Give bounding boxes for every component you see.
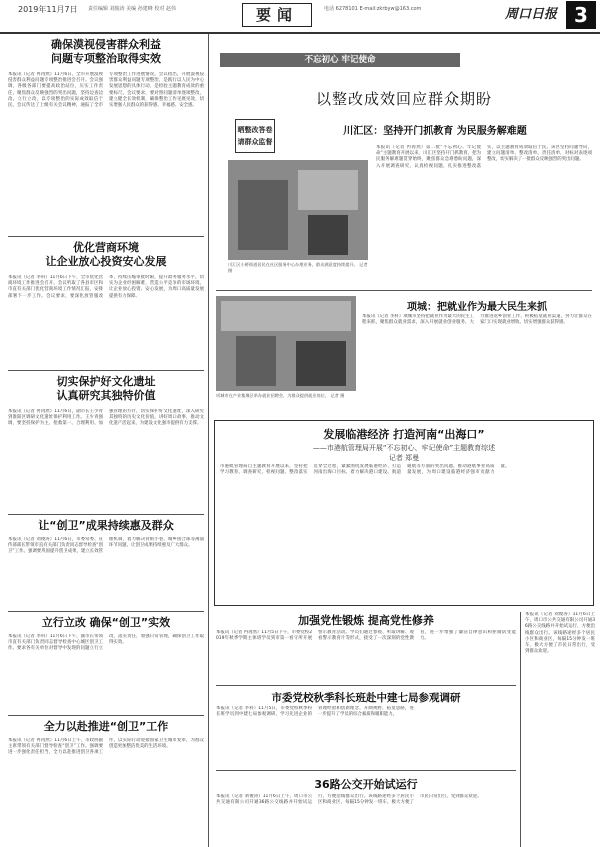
photo-caption: 项城市在产业集聚区举办就业招聘会，为群众提供就业岗位。 记者 摄 [216,393,345,398]
story-headline: 市委党校秋季科长班赴中建七局参观调研 [271,692,461,704]
article-body: 本报讯（记者 冉再然）11月6日，全市开展漠视侵害群众利益问题专项整治推进会召开。会议强调，各级各部门要提高政治站位，压实工作责任，聚焦群众反映强烈的突出问题，坚持边查边改、立行立改，以专项整治的实际成效取信于民。会议传达了上级有关会议精神，通报了全市专项整治工作进展情况。会议指出，开展漠视侵害群众利益问题专项整治，是践行以人民为中心发展思想的具体行动，是检验主题教育成效的重要标尺。会议要求，要对照问题清单逐项整改，建立健全长效机制，确保整治工作见底见效，切实增强人民群众的获得感、幸福感、安全感。 [8,72,204,109]
column-filler: 本报讯（记者 刘俊涛）11月6日上午，周口市公共交通有限公司开通36路公交线路并开始试运行，方便沿线群众出行。该线路途经多个居民小区和商业区，每隔15分钟发一班车，极大方便了市民日常出行，受到群众欢迎。 [525,612,595,655]
editor-credits: 责任编辑 刘俊涛 美编 孙建峰 校对 赵伟 [88,6,176,12]
story-headline: 项城：把就业作为最大民生来抓 [407,302,547,313]
section-banner: 不忘初心 牢记使命 [220,53,460,67]
article-headline: 立行立改 确保“创卫”实效 [41,616,171,629]
story-divider [216,770,516,771]
article-headline: 切实保护好文化遗址 认真研究其独特价值 [56,375,156,402]
story-body: 本报讯（记者 李科）11月5日，市委党校秋季科长班学员到中建七局参观调研，学习先进企业的管理经验和创新理念，开阔视野，拓宽思路，进一步提升了学员的综合素质和履职能力。 [216,706,414,718]
column-divider [520,612,521,847]
masthead [0,0,600,34]
photo [216,296,356,391]
section-name: 要闻 [242,3,312,27]
article-headline: 确保漠视侵害群众利益 问题专项整治取得实效 [51,38,161,65]
article-divider [8,611,204,612]
story-body: 市港航管理局自主题教育开展以来，坚持把学习教育、调查研究、检视问题、整改落实贯穿全过程，紧紧围绕发展临港经济、打造河南出海口目标，着力解决港口建设、航道通航等方面的突出问题，推动港航事业高质量发展，为周口建设临港经济强市贡献力量。 [220,464,510,476]
label-box: 晒整改答卷 请群众监督 [235,119,275,153]
story-headline: 发展临港经济 打造河南“出海口” [323,428,485,441]
article-body: 本报讯（记者 冉再然）11月6日上午，市政协副主席带领有关部门督导检查“创卫”工作。强调要进一步强化责任担当，全力以赴推进创卫各项工作，以实际行动迎接国家卫生城市复审，为群众创造更加整洁优美的生活环境。 [8,738,204,756]
story-subhead: ——市港航管理局开展“不忘初心、牢记使命”主题教育综述 [312,444,496,452]
issue-date: 2019年11月7日 [18,5,78,14]
story-byline: 记者 郑曼 [388,454,420,462]
story-body: 本报讯（记者 刘俊涛）11月6日上午，周口市公共交通有限公司开通36路公交线路并开始试运行，方便沿线群众出行。该线路途经多个居民小区和商业区，每隔15分钟发一班车，极大方便了市民日常出行，受到群众欢迎。 [216,794,482,806]
article-headline: 优化营商环境 让企业放心投资安心发展 [45,241,167,268]
article-body: 本报讯（记者 李科）11月6日下午，副市长带领市直有关部门负责同志督导检查中心城区创卫工作。要求各有关单位对督导中发现的问题立行立改，落实责任，加强日常管理，确保创卫工作取得实效。 [8,634,204,652]
story-divider [216,290,592,291]
article-body: 本报讯（记者 李科）11月6日下午，全市优化营商环境工作推进会召开。会议听取了各县市区和市直有关部门优化营商环境工作情况汇报，安排部署下一步工作。会议要求，要深化放管服改革，持续压缩审批时限，提升政务服务水平，切实为企业纾困解难，营造公平竞争的市场环境，让企业放心投资、安心发展，为周口高质量发展提供有力保障。 [8,275,204,299]
special-section-title: 以整改成效回应群众期盼 [315,90,492,108]
story-headline: 加强党性锻炼 提高党性修养 [298,614,434,627]
story-body: 本报讯（记者 李科）项城市坚持把就业作为最大的民生工程来抓，聚焦群众就业需求，深入开展就业创业服务，大力推进返乡创业工作，积极拓宽就业渠道，努力让群众在家门口实现就业增收，切实增强群众获得感。 [362,314,592,326]
article-divider [8,370,204,371]
article-headline: 让“创卫”成果持续惠及群众 [38,519,174,532]
page-number: 3 [566,1,596,29]
column-divider [208,34,209,847]
article-divider [8,715,204,716]
article-body: 本报讯（记者 冉再然）11月6日，副市长王少青到淮阳区调研文化遗址保护利用工作。王少青强调，要坚持保护为主、抢救第一、合理利用、加强管理的方针，切实保护好文化遗址，深入研究其独特的历史文化价值，讲好周口故事，推动文化遗产活起来，为建设文化强市提供有力支撑。 [8,409,204,427]
article-divider [8,514,204,515]
photo [228,160,368,260]
photo-caption: 川汇区小桥街道居民在社区服务中心办理业务，群众满意度持续提升。 记者 摄 [228,262,368,273]
story-headline: 川汇区：坚持开门抓教育 为民服务解难题 [343,126,527,137]
paper-name: 周口日报 [505,7,558,22]
article-divider [8,236,204,237]
story-body: 本报讯（记者 冉再然）11月5日下午，市委党校2019年秋季学期主体班学员到市第一看守所开展警示教育活动。学员们通过参观、听取讲解、观看警示教育片等形式，接受了一次深刻的党性教育，进一步增强了廉洁自律意识和拒腐防变能力。 [216,630,516,642]
story-headline: 36路公交开始试运行 [314,778,418,791]
contact-info: 电话 6278101 E-mail:zkrbyw@163.com [324,6,422,12]
story-divider [216,685,516,686]
article-body: 本报讯（记者 刘俊涛）11月6日，市委常委、宣传部部长带领市直有关部门负责同志督导检查“创卫”工作。强调要巩固提升创卫成果，建立长效管理机制，着力解决背街小巷、城乡接合部等薄弱环节问题，让创卫成果持续惠及广大群众。 [8,537,204,555]
article-headline: 全力以赴推进“创卫”工作 [43,720,169,733]
story-body: 本报讯（记者 冉再然）第二批“不忘初心、牢记使命”主题教育开展以来，川汇区坚持开门抓教育，把为民服务解难题贯穿始终，聚焦群众急难愁盼问题，深入开展调查研究，认真检视问题，扎实推进整改落实，以主题教育成效取信于民。该区坚持问题导向，建立问题清单、整改清单、责任清单，对标对表逐项整改，切实解决了一批群众反映强烈的突出问题。 [376,145,592,169]
